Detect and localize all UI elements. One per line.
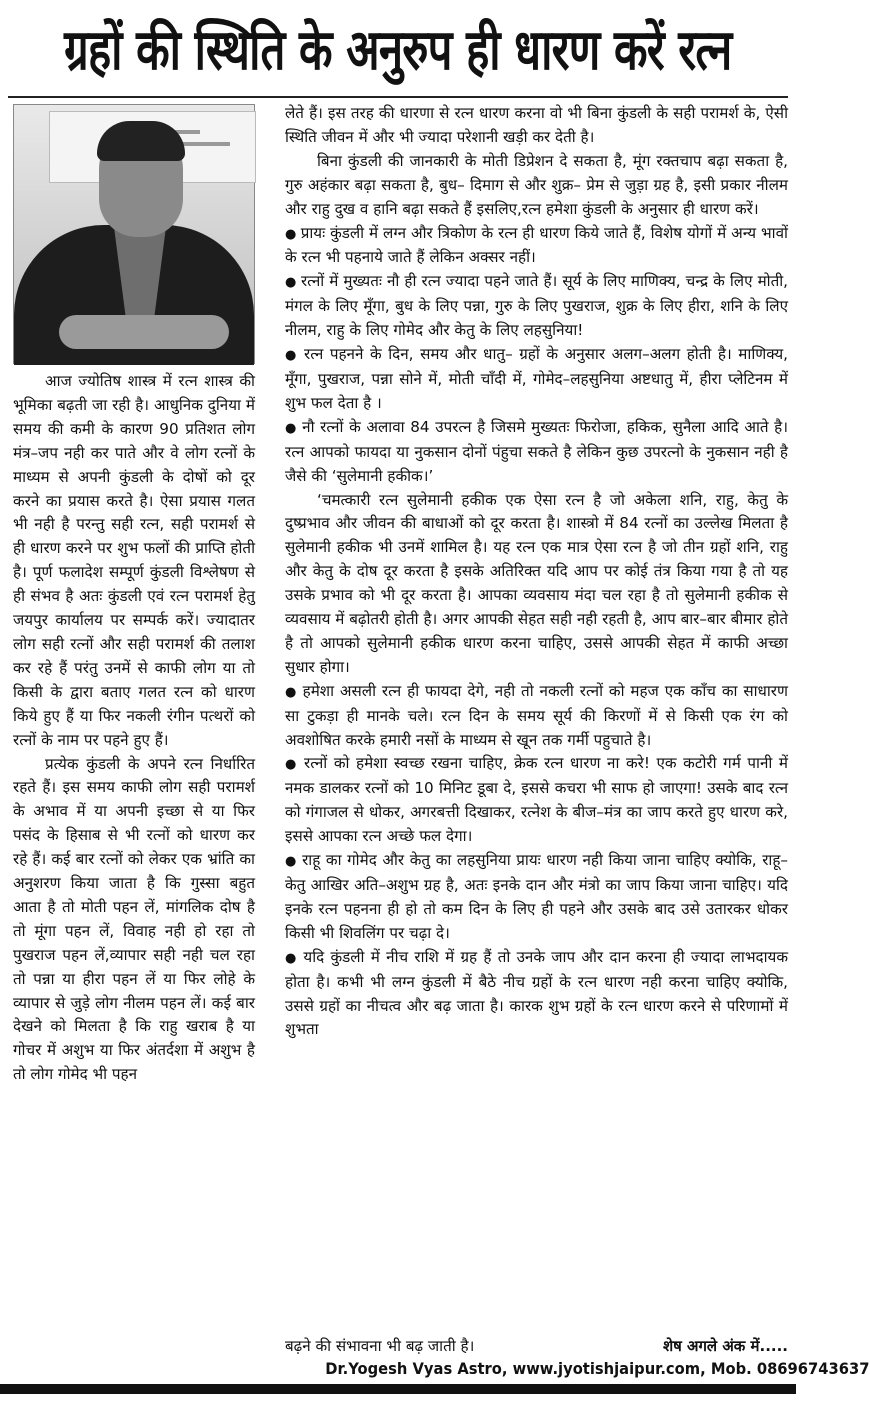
continued-note: शेष अगले अंक में..... [662, 1337, 788, 1355]
author-credit: Dr.Yogesh Vyas Astro, www.jyotishjaipur.com, Mob. 08696743637 [325, 1359, 870, 1378]
right-paragraph: बिना कुंडली की जानकारी के मोती डिप्रेशन दे सकता है, मूंग रक्तचाप बढ़ा सकता है, गुरु अहंकार बढ़ा सकता है, बुध– दिमाग से और शुक्र– प्रेम से जुड़ा ग्रह है, इसी प्रकार नीलम और राहु दुख व हानि बढ़ा सकते हैं इसलिए,रत्न हमेशा कुंडली के अनुसार ही धारण करें। [285, 151, 788, 218]
headline [0, 0, 796, 96]
bullet-paragraph: ● यदि कुंडली में नीच राशि में ग्रह हैं तो उनके जाप और दान करना ही ज्यादा लाभदायक होता है। कभी भी लग्न कुंडली में बैठे नीच ग्रहों के रत्न धारण नही करना चाहिए क्योकि, उससे ग्रहों का नीचत्व और बढ़ जाता है। कारक शुभ ग्रहों के रत्न धारण करने से परिणामों में शुभता [285, 946, 788, 1043]
photo-hair [97, 121, 185, 161]
left-paragraph: प्रत्येक कुंडली के अपने रत्न निर्धारित रहते हैं। इस समय काफी लोग सही परामर्श के अभाव में या अपनी इच्छा से या फिर पसंद के हिसाब से भी रत्नों को धारण कर रहे हैं। कई बार रत्नों को लेकर एक भ्रांति का अनुशरण किया जाता है कि गुस्सा बहुत आता है तो मोती पहन लें, मांगलिक दोष है तो मूंगा पहन लें, विवाह नही हो रहा तो पुखराज पहन लें,व्यापार सही नही चल रहा तो पन्ना या हीरा पहन लें या फिर लोहे के व्यापार से जुड़े लोग नीलम पहन लें। कई बार देखने को मिलता है कि राहु खराब है या गोचर में अशुभ या फिर अंतर्दशा में अशुभ है तो लोग गोमेद भी पहन [13, 754, 255, 1084]
headline-text: ग्रहों की स्थिति के अनुरुप ही धारण करें रत्न [64, 18, 732, 83]
bullet-paragraph: ● रत्न पहनने के दिन, समय और धातु– ग्रहों के अनुसार अलग–अलग होती है। माणिक्य, मूँगा, पुखराज, पन्ना सोने में, मोती चाँदी में, गोमेद–लहसुनिया अष्टधातु में, हीरा प्लेटिनम में शुभ फल देता है । [285, 343, 788, 416]
photo-hands [59, 315, 229, 349]
left-column [13, 370, 255, 1087]
right-column [285, 102, 788, 1042]
signoff-line [285, 1336, 788, 1356]
left-paragraph: आज ज्योतिष शास्त्र में रत्न शास्त्र की भूमिका बढ़ती जा रही है। आधुनिक दुनिया में समय की कमी के कारण 90 प्रतिशत लोग मंत्र–जप नही कर पाते और वे लोग रत्नों के माध्यम से अपनी कुंडली के दोषों को दूर करने का प्रयास करते है। ऐसा प्रयास गलत भी नही है परन्तु सही रत्न, सही परामर्श से ही धारण करने पर शुभ फलों की प्राप्ति होती है। पूर्ण फलादेश सम्पूर्ण कुंडली विश्लेषण से ही संभव है अतः कुंडली एवं रत्न परामर्श हेतु जयपुर कार्यालय पर सम्पर्क करें। ज्यादातर लोग सही रत्नों और सही परामर्श की तलाश कर रहे हैं परंतु उनमें से काफी लोग या तो किसी के द्वारा बताए गलत रत्न को धारण किये हुए हैं या फिर नकली रंगीन पत्थरों को रत्नों के नाम पर पहने हुए हैं। [13, 372, 255, 749]
bullet-paragraph: ● नौ रत्नों के अलावा 84 उपरत्न है जिसमे मुख्यतः फिरोजा, हकिक, सुनैला आदि आते है। रत्न आपको फायदा या नुकसान दोनों पंहुचा सकते है लेकिन कुछ उपरत्नो के नुकसान नही है जैसे की ‘सुलेमानी हकीक।’ [285, 416, 788, 489]
last-line: बढ़ने की संभावना भी बढ़ जाती है। [285, 1337, 475, 1355]
top-rule [8, 96, 788, 98]
bullet-paragraph: ● रत्नों को हमेशा स्वच्छ रखना चाहिए, क्रेक रत्न धारण ना करे! एक कटोरी गर्म पानी में नमक डालकर रत्नों को 10 मिनिट डूबा दे, इससे कचरा भी साफ हो जाएगा! उसके बाद रत्न को गंगाजल से धोकर, अगरबत्ती दिखाकर, रत्नेश के बीज–मंत्र का जाप करते हुए धारण करे, इससे आपका रत्न अच्छे फल देगा। [285, 752, 788, 849]
bullet-paragraph: ● प्रायः कुंडली में लग्न और त्रिकोण के रत्न ही धारण किये जाते हैं, विशेष योगों में अन्य भावों के रत्न भी पहनाये जाते हैं लेकिन अक्सर नहीं। [285, 222, 788, 271]
bullet-paragraph: ● राहू का गोमेद और केतु का लहसुनिया प्रायः धारण नही किया जाना चाहिए क्योकि, राहू–केतु आखिर अति–अशुभ ग्रह है, अतः इनके दान और मंत्रो का जाप किया जाना चाहिए। यदि इनके रत्न पहनना ही हो तो कम दिन के लिए ही पहने और उसके बाद उसे उतारकर धोकर किसी भी शिवलिंग पर चढ़ा दे। [285, 849, 788, 946]
bullet-paragraph: ● रत्नों में मुख्यतः नौ ही रत्न ज्यादा पहने जाते हैं। सूर्य के लिए माणिक्य, चन्द्र के लिए मोती, मंगल के लिए मूँगा, बुध के लिए पन्ना, गुरु के लिए पुखराज, शुक्र के लिए हीरा, शनि के लिए नीलम, राहु के लिए गोमेद और केतु के लिए लहसुनिया! [285, 270, 788, 343]
author-photo [13, 104, 255, 364]
right-paragraph: लेते हैं। इस तरह की धारणा से रत्न धारण करना वो भी बिना कुंडली के सही परामर्श के, ऐसी स्थिति जीवन में और भी ज्यादा परेशानी खड़ी कर देती है। [285, 104, 788, 146]
bottom-rule [0, 1384, 796, 1394]
bullet-paragraph: ● हमेशा असली रत्न ही फायदा देगे, नही तो नकली रत्नों को महज एक काँच का साधारण सा टुकड़ा ही मानके चले। रत्न दिन के समय सूर्य की किरणों में से किसी एक रंग को अवशोषित करके हमारी नसों के माध्यम से खून तक गर्मी पहुचाते है। [285, 680, 788, 753]
right-paragraph: ‘चमत्कारी रत्न सुलेमानी हकीक एक ऐसा रत्न है जो अकेला शनि, राहु, केतु के दुष्प्रभाव और जीवन की बाधाओं को दूर करता है। शास्त्रो में 84 रत्नों का उल्लेख मिलता है सुलेमानी हकीक भी उनमें शामिल है। यह रत्न एक मात्र ऐसा रत्न है जो तीन ग्रहों शनि, राहु और केतु के दोष दूर करता है इसके अतिरिक्त यदि आप पर कोई तंत्र किया गया है तो यह उसके प्रभाव को भी दूर करता है। आपका व्यवसाय मंदा चल रहा है तो सुलेमानी हकीक से व्यवसाय में बढ़ोतरी होती है। अगर आपकी सेहत सही नही रहती है, आप बार–बार बीमार होते है तो आपको सुलेमानी हकीक धारण करना चाहिए, उससे आपकी सेहत में काफी अच्छा सुधार होगा। [285, 490, 788, 676]
